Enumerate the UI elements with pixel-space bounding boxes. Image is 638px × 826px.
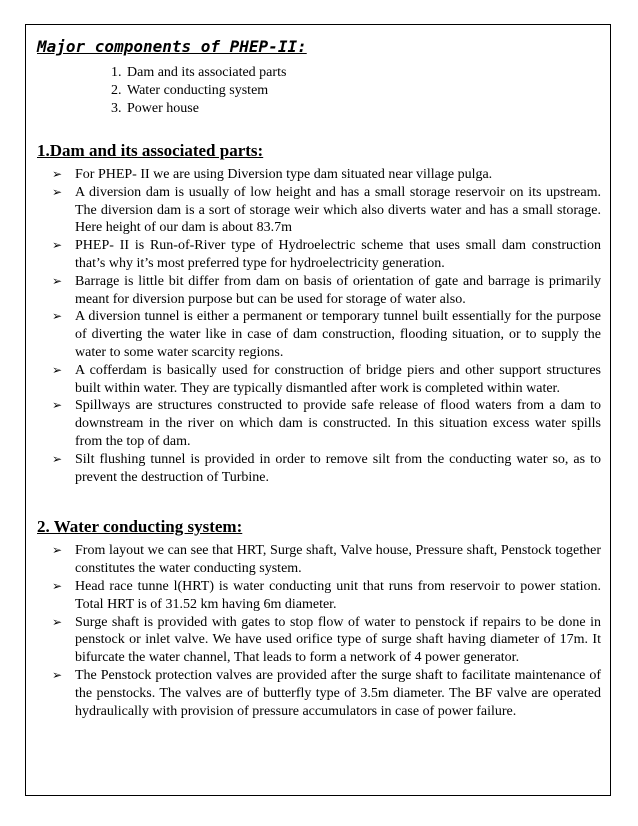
bullet-text: The Penstock protection valves are provided after the surge shaft to facilitate maintenance of the penstocks. The valves are of butterfly type of 3.5m diameter. The BF valve are operated hydraulically with provision of pressure accumulators in case of power failure. xyxy=(75,667,601,719)
list-item xyxy=(37,308,601,361)
section-heading-water-conducting: 2. Water conducting system: xyxy=(37,517,243,537)
list-item xyxy=(37,166,601,184)
list-item xyxy=(37,542,601,578)
bullet-text: Silt flushing tunnel is provided in order to remove silt from the conducting water so, as to prevent the destruction of Turbine. xyxy=(75,451,601,485)
bullet-text: PHEP- II is Run-of-River type of Hydroelectric scheme that uses small dam construction that’s why it’s most preferred type for hydroelectricity generation. xyxy=(75,238,601,271)
list-item xyxy=(37,184,601,237)
arrow-right-icon: ➢ xyxy=(52,238,63,253)
bullet-text: From layout we can see that HRT, Surge shaft, Valve house, Pressure shaft, Penstock together constitutes the water conducting system. xyxy=(75,543,601,577)
arrow-right-icon: ➢ xyxy=(52,451,63,466)
list-item xyxy=(37,578,601,614)
document-content xyxy=(37,36,601,720)
list-item xyxy=(37,273,601,309)
bullet-text: Spillways are structures constructed to provide safe release of flood waters from a dam to downstream in the river on which dam is constructed. In this situation excess water spills from the top of dam. xyxy=(75,398,601,449)
arrow-right-icon: ➢ xyxy=(52,543,63,558)
arrow-right-icon: ➢ xyxy=(52,614,63,629)
arrow-right-icon: ➢ xyxy=(52,167,63,181)
list-item xyxy=(37,397,601,450)
water-conducting-bullet-list xyxy=(37,542,601,720)
dam-bullet-list xyxy=(37,166,601,486)
arrow-right-icon: ➢ xyxy=(52,273,63,288)
arrow-right-icon: ➢ xyxy=(52,184,63,199)
bullet-text: For PHEP- II we are using Diversion type dam situated near village pulga. xyxy=(75,167,493,182)
list-item xyxy=(37,237,601,273)
page-title: Major components of PHEP-II: xyxy=(37,37,307,56)
component-item: 3. Power house xyxy=(125,100,601,118)
component-item: 1. Dam and its associated parts xyxy=(125,64,601,82)
arrow-right-icon: ➢ xyxy=(52,578,63,593)
arrow-right-icon: ➢ xyxy=(52,309,63,324)
bullet-text: A cofferdam is basically used for construction of bridge piers and other support structures built within water. They are typically dismantled after work is completed within water. xyxy=(75,362,601,396)
components-list xyxy=(37,64,601,118)
list-item xyxy=(37,362,601,398)
bullet-text: Head race tunne l(HRT) is water conducting unit that runs from reservoir to power station. Total HRT is of 31.52 km having 6m diameter. xyxy=(75,578,601,612)
bullet-text: Surge shaft is provided with gates to stop flow of water to penstock if repairs to be done in penstock or inlet valve. We have used orifice type of surge shaft having diameter of 17m. It bifurcate the water channel, That leads to form a network of 4 power generator. xyxy=(75,614,601,666)
arrow-right-icon: ➢ xyxy=(52,398,63,413)
arrow-right-icon: ➢ xyxy=(52,362,63,377)
list-item xyxy=(37,667,601,720)
bullet-text: A diversion tunnel is either a permanent or temporary tunnel built essentially for the purpose of diverting the water like in case of dam construction, flooding situation, or to supply the water to some water scarcity regions. xyxy=(75,309,601,360)
bullet-text: A diversion dam is usually of low height and has a small storage reservoir on its upstream. The diversion dam is a sort of storage weir which also diverts water and has a small storage. Here height of our dam is about 83.7m xyxy=(75,184,601,236)
component-item: 2. Water conducting system xyxy=(125,82,601,100)
list-item xyxy=(37,451,601,487)
list-item xyxy=(37,614,601,667)
bullet-text: Barrage is little bit differ from dam on basis of orientation of gate and barrage is primarily meant for diversion purpose but can be used for storage of water also. xyxy=(75,273,601,307)
section-heading-dam: 1.Dam and its associated parts: xyxy=(37,141,264,160)
arrow-right-icon: ➢ xyxy=(52,667,63,682)
